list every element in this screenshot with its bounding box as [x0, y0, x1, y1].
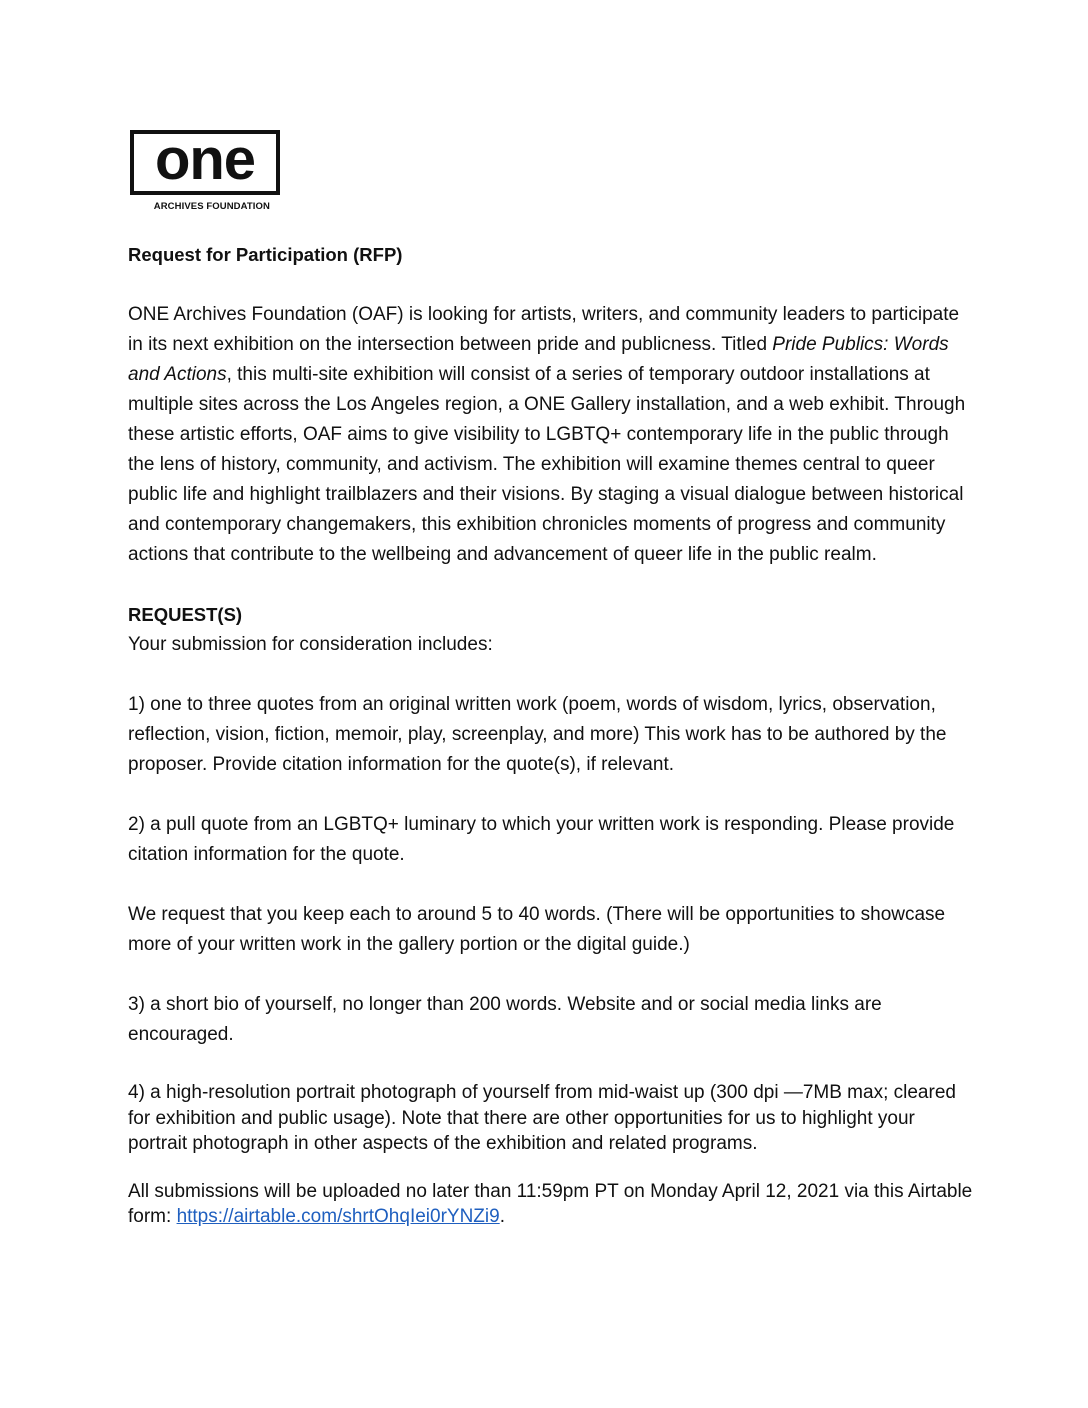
airtable-form-link[interactable]: https://airtable.com/shrtOhqIei0rYNZi9 [176, 1206, 500, 1227]
requests-heading: REQUEST(S) [128, 604, 243, 625]
one-archives-logo [130, 126, 280, 212]
requests-lead: Your submission for consideration includes: [128, 634, 493, 655]
document-body [128, 240, 978, 1230]
exhibition-title: Pride Publics: Words and Actions [128, 334, 949, 385]
request-item-3: 3) a short bio of yourself, no longer than 200 words. Website and or social media links are encouraged. [128, 994, 882, 1045]
document-title: Request for Participation (RFP) [128, 244, 403, 265]
deadline-end: . [499, 1206, 505, 1227]
deadline-text: All submissions will be uploaded no later than 11:59pm PT on Monday April 12, 2021 via this Airtable form: [128, 1180, 973, 1227]
intro-paragraph [128, 300, 978, 570]
logo-box [130, 126, 280, 195]
deadline-paragraph [128, 1179, 978, 1230]
intro-text-2: , this multi-site exhibition will consist of a series of temporary outdoor installations at multiple sites across the Los Angeles region, a ONE Gallery installation, and a web exhibit. Through these artistic efforts, OAF aims to give visibility to LGBTQ+ contemporary life in the public through the lens of history, community, and activism. The exhibition will examine themes central to queer public life and highlight trailblazers and their visions. By staging a visual dialogue between historical and contemporary changemakers, this exhibition chronicles moments of progress and community actions that contribute to the wellbeing and advancement of queer life in the public realm. [128, 364, 966, 565]
request-item-2: 2) a pull quote from an LGBTQ+ luminary to which your written work is responding. Please provide citation information for the quote. [128, 814, 955, 865]
request-item-1: 1) one to three quotes from an original written work (poem, words of wisdom, lyrics, observation, reflection, vision, fiction, memoir, play, screenplay, and more) This work has to be authored by the proposer. Provide citation information for the quote(s), if relevant. [128, 694, 947, 775]
logo-subtitle: ARCHIVES FOUNDATION [153, 201, 270, 212]
intro-text-1: ONE Archives Foundation (OAF) is looking for artists, writers, and community leaders to participate in its next exhibition on the intersection between pride and publicness. Titled [128, 304, 960, 355]
logo-word: one [154, 126, 256, 192]
request-item-4: 4) a high-resolution portrait photograph of yourself from mid-waist up (300 dpi —7MB max; cleared for exhibition and public usage). Note that there are other opportunities for us to highlight your portrait photograph in other aspects of the exhibition and related programs. [128, 1082, 956, 1154]
word-limit-note: We request that you keep each to around 5 to 40 words. (There will be opportunities to showcase more of your written work in the gallery portion or the digital guide.) [128, 904, 946, 955]
